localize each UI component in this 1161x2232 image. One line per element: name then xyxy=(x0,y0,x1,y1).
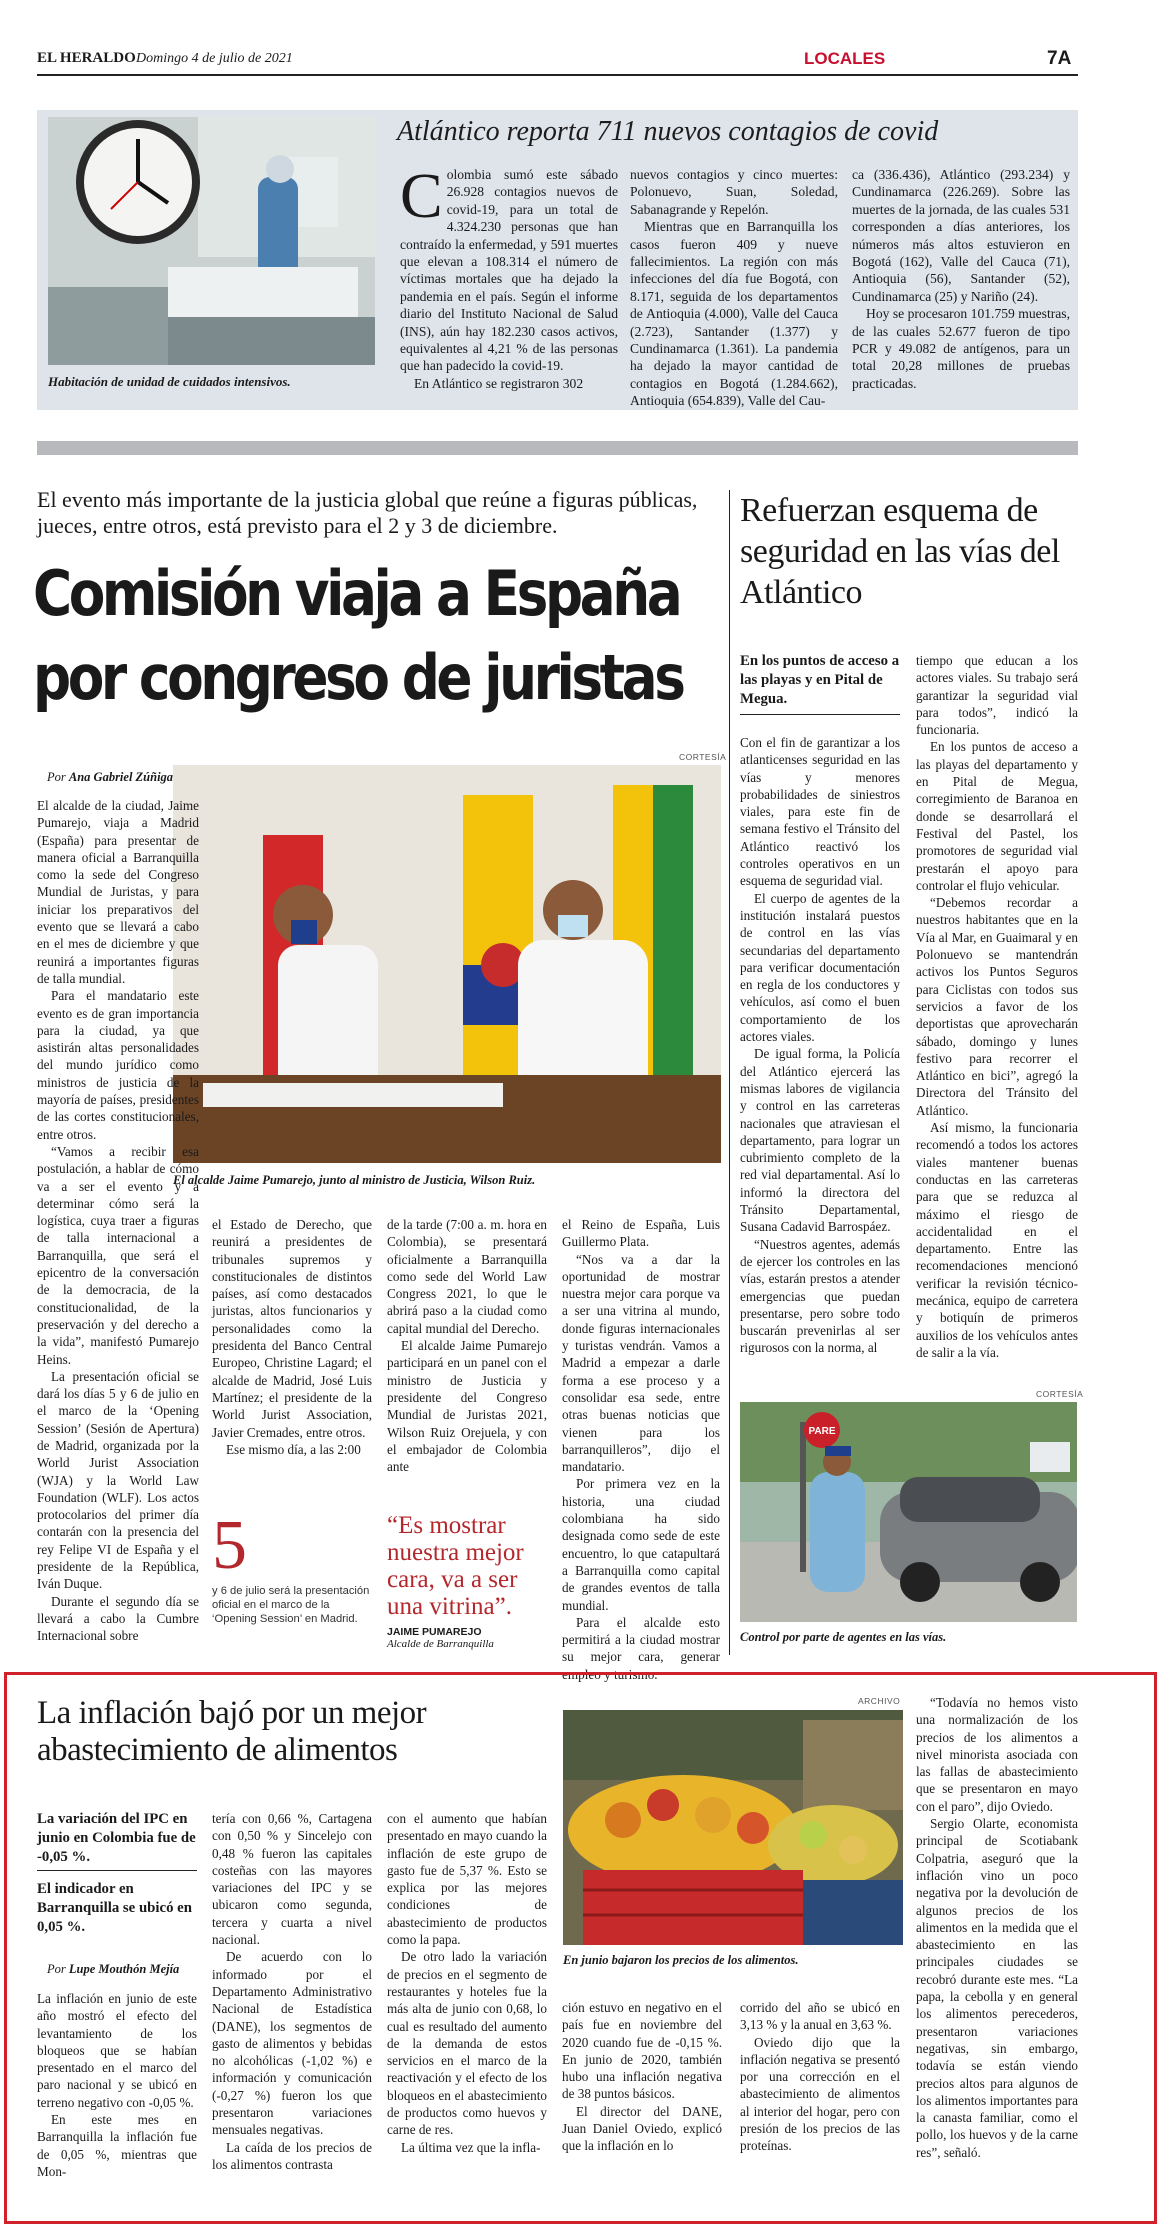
inflacion-col1-p2: En este mes en Barranquilla la inflación fue de 0,05 %, mientras que Mon- xyxy=(37,2112,197,2179)
newspaper-name: EL HERALDO xyxy=(37,50,136,66)
comision-photo-illustration xyxy=(173,765,721,1163)
comision-photo-credit: CORTESÍA xyxy=(679,752,727,762)
inflacion-col2-p2: De acuerdo con lo informado por el Departamento Administrativo Nacional de Estadística (DANE), los segmentos de gasto de alimentos y bebidas no alcohólicas (-1,02 %) e información y comunicación (-0,27 %) fueron los que presentaron variaciones mensuales negativas. xyxy=(212,1949,372,2138)
byline-prefix: Por xyxy=(47,770,66,784)
comision-col2-p2: Ese mismo día, a las 2:00 xyxy=(226,1441,361,1457)
inflacion-col4-p2: El director del DANE, Juan Daniel Oviedo, explicó que la inflación en lo xyxy=(562,2103,722,2154)
comision-headline xyxy=(33,552,683,720)
seguridad-col2-p3: “Debemos recordar a nuestros habitantes que en la Vía al Mar, en Guaimaral y en Polonuevo se mantendrán activos los Puntos Seguros para Ciclistas con todos sus servicios a favor de los deportistas que aprovecharán sábado, domingo y lunes festivo para recorrer el Atlántico en bici”, agregó la Directora del Tránsito del Atlántico. xyxy=(916,895,1078,1118)
fruit-photo-illustration xyxy=(563,1710,903,1945)
inflacion-byline xyxy=(47,1962,179,1977)
pull-quote-text: “Es mostrar nuestra mejor cara, va a ser una vitrina”. xyxy=(387,1512,524,1620)
seguridad-summary: En los puntos de acceso a las playas y en Pital de Megua. xyxy=(740,653,900,707)
seguridad-col2-p2: En los puntos de acceso a las playas del departamento y en Pital de Megua, corregimiento de Baranoa en donde se desarrollará el Festival del Pastel, los promotores de seguridad vial prestarán el apoyo para controlar el flujo vehicular. xyxy=(916,739,1078,893)
seguridad-column-1 xyxy=(740,734,900,1357)
covid-col2-p2: Mientras que en Barranquilla los casos fueron 409 y nueve fallecimientos. La región con más infecciones del día fue Bogotá, con 8.171, seguida de los departamentos de Antioquia (4.000), Valle del Cauca (2.723), Santander (1.377) y Cundinamarca (1.361). La pandemia ha dejado la mayor cantidad de contagios en Bogotá (1.284.662), Antioquia (654.839), Valle del Cau- xyxy=(630,219,838,409)
byline-author-2: Lupe Mouthón Mejía xyxy=(68,1962,180,1976)
comision-photo-caption: El alcalde Jaime Pumarejo, junto al ministro de Justicia, Wilson Ruiz. xyxy=(173,1173,536,1187)
comision-col4-p4: Para el alcalde esto permitirá a la ciudad mostrar su mejor cara, generar empleo y turismo. xyxy=(562,1614,720,1682)
inflacion-column-6 xyxy=(916,1694,1078,2161)
column-rule xyxy=(729,490,730,1655)
inflacion-col6-p1: “Todavía no hemos visto una normalización de los precios de los alimentos a nivel minorista asociada con las fallas de abastecimiento que se presentaron en mayo con el paro”, dijo Oviedo. xyxy=(916,1695,1078,1814)
inflacion-column-4 xyxy=(562,1999,722,2155)
inflacion-photo-credit: ARCHIVO xyxy=(858,1696,901,1706)
comision-col1-p1: El alcalde de la ciudad, Jaime Pumarejo, viaja a Madrid (España) para presentar de manera oficial a Barranquilla como la sede del Congreso Mundial de Juristas, y para iniciar los preparativos del evento que se llevará a cabo en el mes de diciembre y que reunirá a importantes figuras de talla mundial. xyxy=(37,798,199,986)
fact-box xyxy=(212,1507,372,1626)
inflacion-summary-1: La variación del IPC en junio en Colombia fue de -0,05 %. xyxy=(37,1811,196,1865)
covid-col3-p2: Hoy se procesaron 101.759 muestras, de las cuales 52.677 fueron de tipo PCR y 49.082 de antígenos, para un total 20,28 millones de pruebas practicadas. xyxy=(852,306,1070,391)
masthead-rule xyxy=(37,74,1078,76)
dropcap: C xyxy=(400,160,443,231)
traffic-photo-illustration xyxy=(740,1402,1077,1622)
comision-col1-p3: “Vamos a recibir esa postulación, a hablar de cómo va a ser el evento y a determinar cómo será la logística, cuya traer a figuras de talla internacional a Barranquilla, que será el epicentro de la conversación de la democracia, de la constitucionalidad, de la preservación y del derecho a la vida”, manifestó Pumarejo Heins. xyxy=(37,1143,199,1367)
inflacion-col2-p1: tería con 0,66 %, Cartagena con 0,50 % y Sincelejo con 0,48 % fueron las capitales costeñas con las mayores variaciones del IPC y se ubicaron como segunda, tercera y cuarta a nivel nacional. xyxy=(212,1811,372,1948)
comision-col1-p2: Para el mandatario este evento es de gran importancia para la ciudad, ya que asistirán altas personalidades del mundo jurídico como ministros de justicia de la mayoría de países, presidentes de las cortes constitucionales, entre otros. xyxy=(37,988,199,1142)
comision-col4-p2: “Nos va a dar la oportunidad de mostrar nuestra mejor cara porque va a ser una vitrina al mundo, donde figuras internacionales y turistas vendrán. Vamos a Madrid a empezar a darle forma a ese proceso y a consolidar esa sede, entre otras buenas noticias que vienen para los barranquilleros”, dijo el mandatario. xyxy=(562,1251,720,1475)
inflacion-col3-p2: De otro lado la variación de precios en el segmento de restaurantes y hoteles fue la más alta de junio con 0,68, lo cual es resultado del aumento de la demanda de estos servicios en el marco de la reactivación y el efecto de los bloqueos en el abastecimiento de productos como huevos y carne de res. xyxy=(387,1949,547,2138)
seguridad-col1-p3: De igual forma, la Policía del Atlántico ejercerá las mismas labores de vigilancia y control en las carreteras nacionales que atraviesan el departamento, para lograr un cubrimiento completo de la red vial departamental. Así lo informó la directora del Tránsito Departamental, Susana Cadavid Barrospáez. xyxy=(740,1046,900,1235)
comision-col3-p1: de la tarde (7:00 a. m. hora en Colombia), se presentará oficialmente a Barranquilla como sede del World Law Congress 2021, lo que le abrirá paso a la ciudad como capital mundial del Derecho. xyxy=(387,1217,547,1336)
icu-photo-caption: Habitación de unidad de cuidados intensivos. xyxy=(48,374,291,389)
comision-col4-p1: el Reino de España, Luis Guillermo Plata. xyxy=(562,1217,720,1250)
seguridad-summary-rule xyxy=(740,714,900,715)
seguridad-col1-p4: “Nuestros agentes, además de ejercer los controles en las vías, estarán prestos a atender emergencias que puedan presentarse, pero sobre todo buscarán prevenirlas al ser rigurosos con la norma, al xyxy=(740,1236,900,1356)
covid-column-1 xyxy=(400,160,618,392)
icu-photo-illustration xyxy=(48,117,375,365)
fact-number: 5 xyxy=(212,1507,247,1584)
inflacion-col2-p3: La caída de los precios de los alimentos contrasta xyxy=(212,2139,372,2172)
inflacion-summary-2: El indicador en Barranquilla se ubicó en 0,05 %. xyxy=(37,1881,192,1935)
inflacion-headline: La inflación bajó por un mejor abastecimiento de alimentos xyxy=(37,1695,427,1768)
fruit-photo-caption: En junio bajaron los precios de los alimentos. xyxy=(563,1953,799,1967)
comision-column-2 xyxy=(212,1216,372,1458)
comision-photo xyxy=(173,765,721,1163)
fruit-market-photo xyxy=(563,1710,903,1945)
inflacion-col6-p2: Sergio Olarte, economista principal de Scotiabank Colpatria, aseguró que la inflación vino un poco negativa por la devolución de algunos precios de los alimentos en la medida que el abastecimiento en las principales ciudades se recobró durante este mes. “La papa, la cebolla y en general los alimentos perecederos, presentaron variaciones negativas, sin embargo, todavía se están viendo precios altos para algunos de los alimentos importantes para la canasta familiar, como el pollo, los huevos y de la carne res”, señaló. xyxy=(916,1816,1078,2160)
comision-column-4 xyxy=(562,1216,720,1683)
comision-headline-line-2: por congreso de juristas xyxy=(33,641,683,714)
comision-byline xyxy=(47,770,173,785)
pull-quote-name: JAIME PUMAREJO xyxy=(387,1626,482,1638)
covid-col2-p1: nuevos contagios y cinco muertes: Polonuevo, Suan, Soledad, Sabanagrande y Repelón. xyxy=(630,167,838,217)
inflacion-column-3 xyxy=(387,1810,547,2156)
seguridad-column-2 xyxy=(916,652,1078,1361)
inflacion-col1-p1: La inflación en junio de este año mostró el efecto del levantamiento de los bloqueos que se habían presentado en el marco del paro nacional y se ubicó en terreno negativo con -0,05 %. xyxy=(37,1991,197,2110)
inflacion-col3-p3: La última vez que la infla- xyxy=(401,2139,541,2155)
seguridad-col1-p2: El cuerpo de agentes de la institución instalará puestos de control en las vías secundarias del departamento para verificar documentación en regla de los conductores y vehículos, así como el buen comportamiento de los actores viales. xyxy=(740,890,900,1045)
seguridad-col2-p1: tiempo que educan a los actores viales. Su trabajo será garantizar la seguridad vial para todos”, indicó la funcionaria. xyxy=(916,653,1078,738)
masthead xyxy=(37,50,1078,72)
pull-quote-role: Alcalde de Barranquilla xyxy=(387,1638,494,1650)
covid-column-2 xyxy=(630,166,838,410)
seguridad-photo-credit: CORTESÍA xyxy=(1036,1389,1084,1399)
comision-col3-p2: El alcalde Jaime Pumarejo participará en un panel con el ministro de Justicia y presidente del Congreso Mundial de Juristas 2021, Wilson Ruiz Orejuela, y con el embajador de Colombia ante xyxy=(387,1338,547,1475)
comision-kicker: El evento más importante de la justicia global que reúne a figuras públicas, jueces, entre otros, está previsto para el 2 y 3 de diciembre. xyxy=(37,487,698,538)
comision-headline-line-1: Comisión viaja a España xyxy=(33,557,680,630)
inflacion-col5-p1: corrido del año se ubicó en 3,13 % y la anual en 3,63 %. xyxy=(740,2000,900,2033)
byline-prefix-2: Por xyxy=(47,1962,66,1976)
covid-headline: Atlántico reporta 711 nuevos contagios de covid xyxy=(397,116,939,147)
seguridad-headline: Refuerzan esquema de seguridad en las vías del Atlántico xyxy=(740,492,1060,611)
covid-col1-p2: En Atlántico se registraron 302 xyxy=(414,375,584,391)
inflacion-column-1 xyxy=(37,1990,197,2180)
comision-col1-p5: Durante el segundo día se llevará a cabo la Cumbre Internacional sobre xyxy=(37,1593,199,1644)
covid-col3-p1: ca (336.436), Atlántico (293.234) y Cundinamarca (226.269). Sobre las muertes de la jornada, de las cuales 531 corresponden a días anteriores, los números más altos estuvieron en Bogotá (162), Valle del Cauca (71), Antioquia (56), Santander (52), Cundinamarca (25) y Nariño (24). xyxy=(852,167,1070,304)
seguridad-col2-p4: Así mismo, la funcionaria recomendó a todos los actores viales mantener buenas conductas en las carreteras para que se reduzca al máximo el riesgo de accidentalidad en el departamento. Entre las recomendaciones mencionó verificar la revisión técnico-mecánica, equipo de carretera y botiquín de primeros auxilios de los vehículos antes de salir a la vía. xyxy=(916,1120,1078,1360)
comision-column-3 xyxy=(387,1216,547,1475)
comision-col1-p4: La presentación oficial se dará los días 5 y 6 de julio en el marco de la ‘Opening Session’ (Sesión de Apertura) de Madrid, organizada por la World Jurist Association (WJA) y la World Law Foundation (WLF). Los actos protocolarios del primer día contarán con la presencia del rey Felipe VI de España y el presidente de la República, Iván Duque. xyxy=(37,1368,199,1592)
inflacion-summary-rule xyxy=(37,1870,197,1871)
traffic-control-photo xyxy=(740,1402,1077,1622)
covid-column-3 xyxy=(852,166,1070,392)
icu-photo xyxy=(48,117,375,365)
comision-col2-p1: el Estado de Derecho, que reunirá a presidentes de tribunales supremos y constitucionales de distintos países, así como destacados juristas, altos funcionarios y personalidades como la presidenta del Banco Central Europeo, Christine Lagard; el alcalde de Madrid, José Luis Martínez; el presidente de la World Jurist Association, Javier Cremades, entre otros. xyxy=(212,1217,372,1440)
page-number: 7A xyxy=(1047,48,1072,69)
stop-sign-text: PARE xyxy=(808,1426,836,1437)
traffic-photo-caption: Control por parte de agentes en las vías. xyxy=(740,1630,947,1644)
pull-quote xyxy=(387,1512,552,1650)
section-name: LOCALES xyxy=(804,49,886,68)
byline-author: Ana Gabriel Zúñiga xyxy=(68,770,174,784)
seguridad-col1-p1: Con el fin de garantizar a los atlanticenses seguridad en las vías y menores probabilidades de siniestros viales, para este fin de semana festivo el Tránsito del Atlántico reactivó los controles operativos en un esquema de seguridad vial. xyxy=(740,735,900,889)
inflacion-column-2 xyxy=(212,1810,372,2173)
inflacion-col4-p1: ción estuvo en negativo en el país fue en noviembre del 2020 cuando fue de -0,15 %. En junio de 2020, también hubo una inflación negativa de 38 puntos básicos. xyxy=(562,2000,722,2102)
inflacion-col3-p1: con el aumento que habían presentado en mayo cuando la inflación de este grupo de gasto fue de 5,37 %. Esto se explica por las mejores condiciones de abastecimiento de productos como la papa. xyxy=(387,1811,547,1948)
inflacion-col5-p2: Oviedo dijo que la inflación negativa se presentó por una corrección en el abastecimiento de alimentos al interior del hogar, pero con presión de los precios de las proteínas. xyxy=(740,2034,900,2154)
section-divider-bar xyxy=(37,441,1078,455)
issue-date: Domingo 4 de julio de 2021 xyxy=(136,51,293,66)
comision-col4-p3: Por primera vez en la historia, una ciudad colombiana ha sido designada como sede de este encuentro, lo que catapultará a Barranquilla como capital de grandes eventos de talla mundial. xyxy=(562,1476,720,1613)
inflacion-column-5 xyxy=(740,1999,900,2155)
comision-column-1 xyxy=(37,797,199,1645)
fact-text: y 6 de julio será la presentación oficial en el marco de la ‘Opening Session’ en Madrid. xyxy=(212,1585,370,1625)
covid-col1-text: olombia sumó este sábado 26.928 contagios nuevos de covid-19, para un total de 4.324.230 personas que han contraído la enfermedad, y 591 muertes que elevan a 108.314 el número de víctimas mortales que ha dejado la pandemia en el país. Según el informe diario del Instituto Nacional de Salud (INS), aún hay 182.230 casos activos, equivalentes al 4,21 % de las personas que han padecido la covid-19. xyxy=(400,167,618,374)
